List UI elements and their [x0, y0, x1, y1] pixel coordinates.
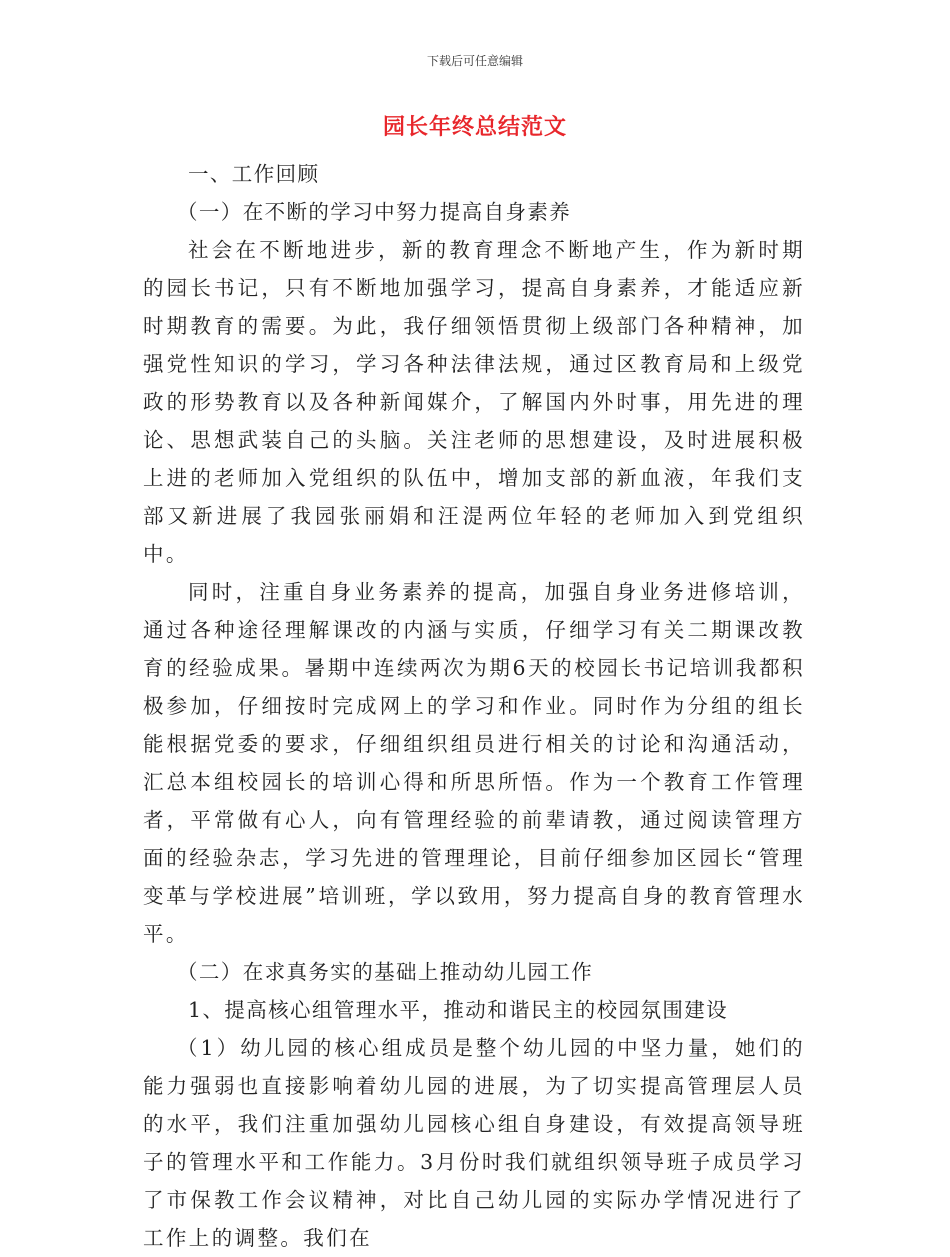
- page-header-note: 下载后可任意编辑: [426, 54, 523, 68]
- document-title: 园长年终总结范文: [382, 115, 567, 140]
- body-paragraph: 同时，注重自身业务素养的提高，加强自身业务进修培训，通过各种途径理解课改的内涵与实质，仔细学习有关二期课改教育的经验成果。暑期中连续两次为期6天的校园长书记培训我都积极参加，仔细按时完成网上的学习和作业。同时作为分组的组长能根据党委的要求，仔细组织组员进行相关的讨论和沟通活动，汇总本组校园长的培训心得和所思所悟。作为一个教育工作管理者，平常做有心人，向有管理经验的前辈请教，通过阅读管理方面的经验杂志，学习先进的管理理论，目前仔细参加区园长“管理变革与学校进展”培训班，学以致用，努力提高自身的教育管理水平。: [143, 580, 805, 946]
- subsection-heading: （二）在求真务实的基础上推动幼儿园工作: [177, 960, 594, 984]
- section-heading: 一、工作回顾: [188, 162, 320, 186]
- body-paragraph: （1）幼儿园的核心组成员是整个幼儿园的中坚力量，她们的能力强弱也直接影响着幼儿园的进展，为了切实提高管理层人员的水平，我们注重加强幼儿园核心组自身建设，有效提高领导班子的管理水平和工作能力。3月份时我们就组织领导班子成员学习了市保教工作会议精神，对比自己幼儿园的实际办学情况进行了工作上的调整。我们在: [143, 1036, 805, 1250]
- document-body: [143, 155, 805, 1257]
- body-paragraph: 社会在不断地进步，新的教育理念不断地产生，作为新时期的园长书记，只有不断地加强学习，提高自身素养，才能适应新时期教育的需要。为此，我仔细领悟贯彻上级部门各种精神，加强党性知识的学习，学习各种法律法规，通过区教育局和上级党政的形势教育以及各种新闻媒介，了解国内外时事，用先进的理论、思想武装自己的头脑。关注老师的思想建设，及时进展积极上进的老师加入党组织的队伍中，增加支部的新血液，年我们支部又新进展了我园张丽娟和汪湜两位年轻的老师加入到党组织中。: [143, 238, 805, 566]
- item-heading: 1、提高核心组管理水平，推动和谐民主的校园氛围建设: [188, 998, 729, 1022]
- subsection-heading: （一）在不断的学习中努力提高自身素养: [177, 200, 572, 224]
